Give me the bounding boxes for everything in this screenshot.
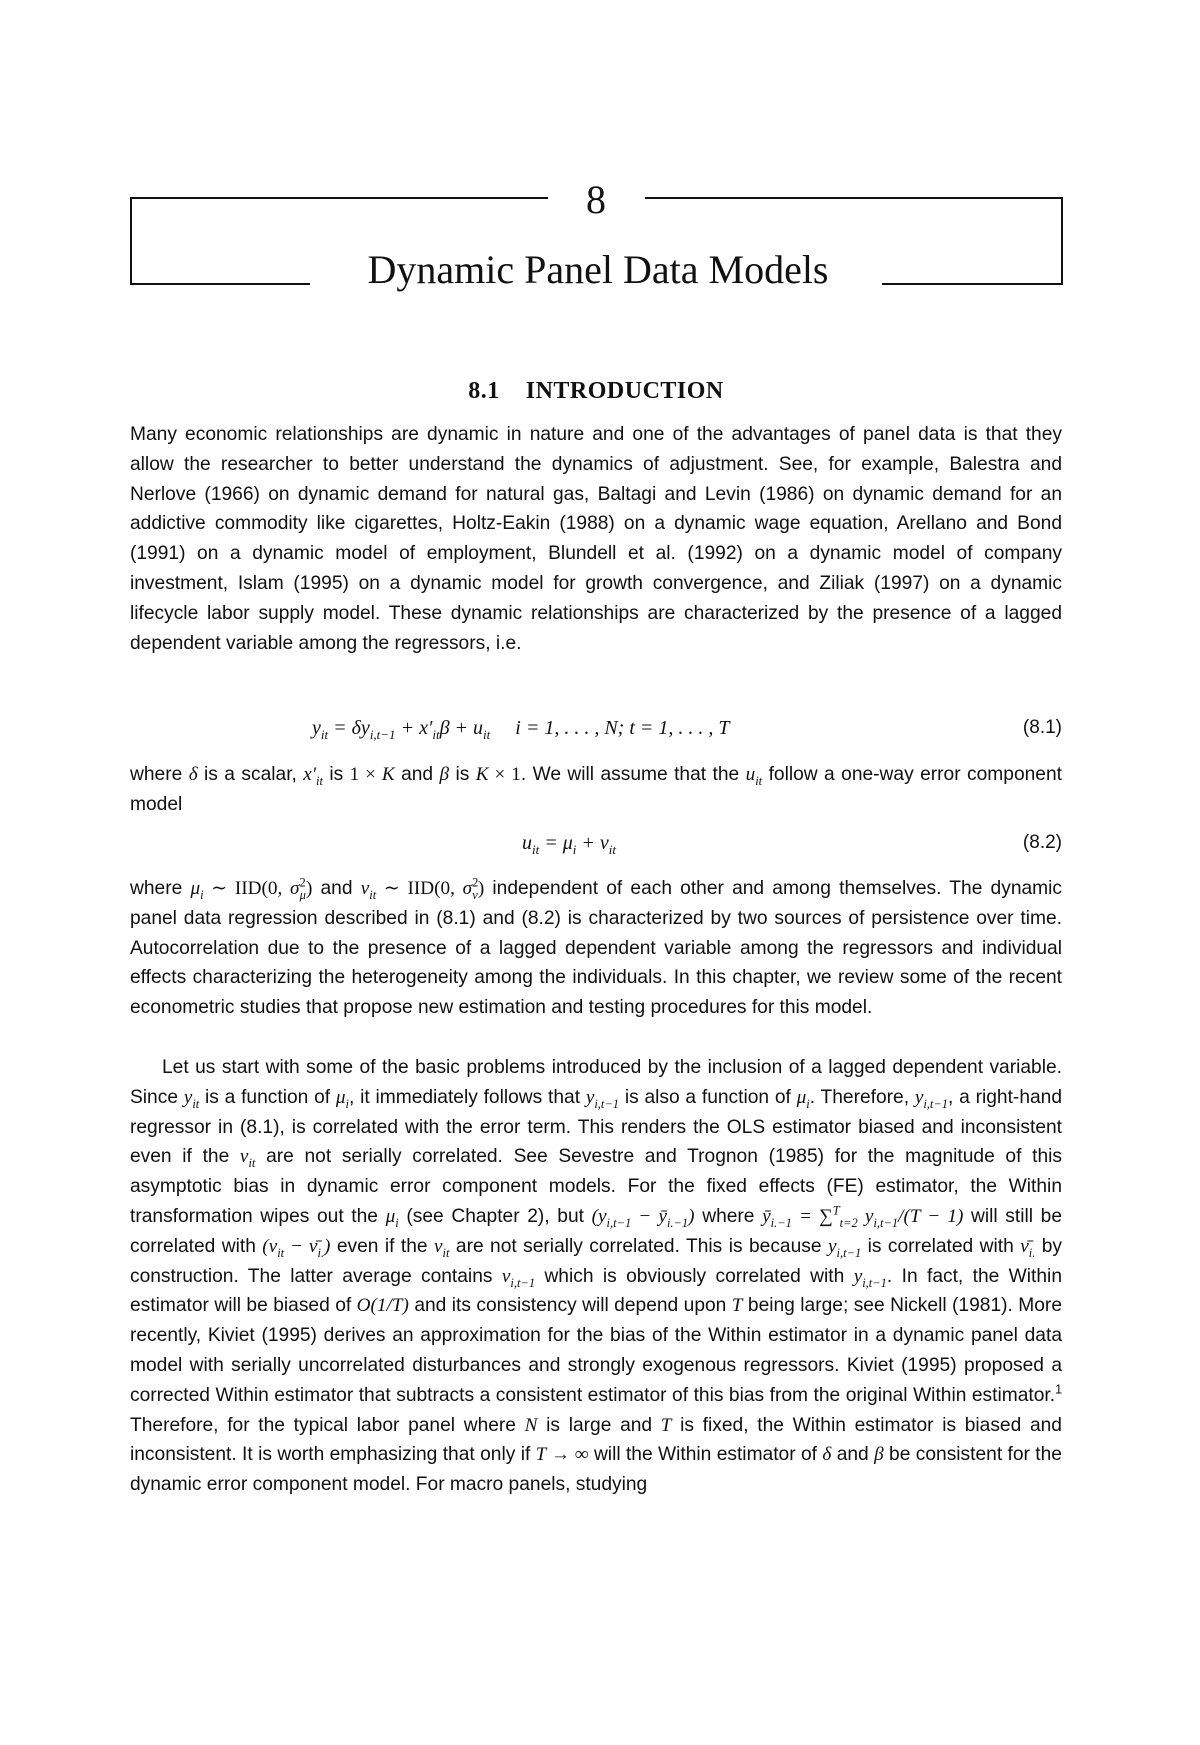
section-title: INTRODUCTION bbox=[525, 378, 724, 404]
p4-text: , a right-hand regressor in (8.1), is correlated with the error term. This renders the OLS estimator biased and inconsistent even if the bbox=[130, 1086, 1063, 1168]
p2-text: is a scalar, bbox=[197, 764, 304, 785]
frame-top-right-rule bbox=[645, 197, 1063, 199]
p4-text: . In fact, the Within estimator will be biased of bbox=[130, 1265, 1062, 1317]
equation-8-2 bbox=[130, 832, 1062, 862]
footnote-marker: 1 bbox=[1055, 1382, 1062, 1397]
paragraph-4: Let us start with some of the basic problems introduced by the inclusion of a lagged dependent variable. Since $y_{it}$ is a function of $\mu_i$, it immediately follows that $y_{i,t-1}$ is also a function of $\mu_i$. Therefore, $y_{i,t-1}$, a right-hand regressor in (8.1), is correlated with the error term. This renders the OLS estimator biased and inconsistent even if the $\nu_{it}$ are not serially correlated. See Sevestre and Trognon (1985) for the magnitude of this asymptotic bias in dynamic error component models. For the fixed effects (FE) estimator, the Within transformation wipes out the $\mu_i$ (see Chapter 2), but ($y_{i,t-1}$ − $ȳ_{i.-1}$) where $ȳ_{i.-1} = \sum^T_{t=2}$ $y_{i,t-1}/(T - 1)$ will still be correlated with ($\nu_{it}$ − $\nū_{i.}$) even if the $\nu_{it}$ are not serially correlated. This is because $y_{i,t-1}$ is correlated with $\nū_{i.}$ by construction. The latter average contains $\nu_{i,t-1}$ which is obviously correlated with $y_{i,t-1}$. In fact, the Within estimator will be biased of O(1/T) and its consistency will depend upon T being large; see Nickell (1981). More recently, Kiviet (1995) derives an approximation for the bias of the Within estimator in a dynamic panel data model with serially uncorrelated disturbances and strongly exogenous regressors. Kiviet (1995) proposed a corrected Within estimator that subtracts a consistent estimator of this bias from the original Within estimator.$^1$ Therefore, for the typical labor panel where N is large and T is fixed, the Within estimator is biased and inconsistent. It is worth emphasizing that only if T → ∞ will the Within estimator of δ and β be consistent for the dynamic error component model. For macro panels, studying bbox=[130, 1057, 1063, 1496]
paragraph-2: where δ is a scalar, $x'_{it}$ is 1 × K and β is K × 1. We will assume that the $u_{it}$ follow a one-way error component model bbox=[130, 764, 1062, 815]
p4-text: is correlated with bbox=[861, 1235, 1021, 1257]
p4-text: is a function of bbox=[199, 1086, 336, 1108]
p3-text: where bbox=[130, 878, 191, 899]
p2-text: is bbox=[322, 764, 350, 785]
p2-text: where bbox=[130, 764, 189, 785]
p4-text: and bbox=[831, 1444, 875, 1466]
p2-text: and bbox=[394, 764, 440, 785]
p4-text: is large and bbox=[537, 1414, 661, 1436]
equation-8-1-number: (8.1) bbox=[1022, 717, 1062, 738]
p4-text: are not serially correlated. This is because bbox=[449, 1235, 828, 1257]
p4-text: will the Within estimator of bbox=[588, 1444, 823, 1466]
paragraph-1-text: Many economic relationships are dynamic in nature and one of the advantages of panel data is that they allow the researcher to better understand the dynamics of adjustment. See, for example, Balestra and Nerlove (1966) on dynamic demand for natural gas, Baltagi and Levin (1986) on dynamic demand for an addictive commodity like cigarettes, Holtz-Eakin (1988) on a dynamic wage equation, Arellano and Bond (1991) on a dynamic model of employment, Blundell et al. (1992) on a dynamic model of company investment, Islam (1995) on a dynamic model for growth convergence, and Ziliak (1997) on a dynamic lifecycle labor supply model. These dynamic relationships are characterized by the presence of a lagged dependent variable among the regressors, i.e. bbox=[130, 424, 1062, 654]
p4-text: be consistent for the dynamic error component model. For macro panels, studying bbox=[130, 1444, 1062, 1496]
p2-text: follow a one-way error component model bbox=[130, 764, 1062, 815]
p3-text: and bbox=[312, 878, 361, 899]
p4-text: is also a function of bbox=[619, 1086, 797, 1108]
p4-text: Therefore, for the typical labor panel where bbox=[130, 1414, 525, 1436]
section-number: 8.1 bbox=[468, 378, 500, 404]
p2-text: . We will assume that the bbox=[520, 764, 746, 785]
p4-text: are not serially correlated. See Sevestre and Trognon (1985) for the magnitude of this asymptotic bias in dynamic error component models. For the fixed effects (FE) estimator, the Within transformation wipes out the bbox=[130, 1146, 1062, 1227]
frame-left-rule bbox=[130, 197, 132, 285]
p4-text: will still be correlated with bbox=[130, 1205, 1062, 1257]
section-heading bbox=[130, 378, 1062, 405]
p4-text: being large; see Nickell (1981). More recently, Kiviet (1995) derives an approximation for the bias of the Within estimator in a dynamic panel data model with serially uncorrelated disturbances and strongly exogenous regressors. Kiviet (1995) proposed a corrected Within estimator that subtracts a consistent estimator of this bias from the original Within estimator. bbox=[130, 1295, 1062, 1406]
p4-text: where bbox=[694, 1205, 763, 1227]
equation-8-1 bbox=[130, 717, 1062, 747]
chapter-number: 8 bbox=[586, 177, 606, 222]
p4-text: which is obviously correlated with bbox=[535, 1265, 854, 1287]
frame-bottom-right-rule bbox=[882, 283, 1063, 285]
p4-text: is fixed, the Within estimator is biased and inconsistent. It is worth emphasizing that only if bbox=[130, 1414, 1062, 1466]
p2-text: is bbox=[449, 764, 476, 785]
p4-text: and its consistency will depend upon bbox=[408, 1295, 732, 1317]
equation-8-1-body: $y_{it} = \delta y_{i,t-1} + x'_{it}\beta + u_{it}$ i = 1, . . . , N; t = 1, . . . , T bbox=[312, 717, 730, 742]
paragraph-3: where $\mu_i$ ∼ IID(0, $\sigma^2_\mu$) and $\nu_{it}$ ∼ IID(0, $\sigma^2_\nu$) independent of each other and among themselves. The dynamic panel data regression described in (8.1) and (8.2) is characterized by two sources of persistence over time. Autocorrelation due to the presence of a lagged dependent variable among the regressors and individual effects characterizing the heterogeneity among the individuals. In this chapter, we review some of the recent econometric studies that propose new estimation and testing procedures for this model. bbox=[130, 875, 1062, 1019]
frame-right-rule bbox=[1061, 197, 1063, 285]
p3-text: independent of each other and among themselves. The dynamic panel data regression described in (8.1) and (8.2) is characterized by two sources of persistence over time. Autocorrelation due to the presence of a lagged dependent variable among the regressors and individual effects characterizing the heterogeneity among the individuals. In this chapter, we review some of the recent econometric studies that propose new estimation and testing procedures for this model. bbox=[130, 878, 1062, 1019]
p4-text: , it immediately follows that bbox=[348, 1086, 586, 1108]
p4-text: . Therefore, bbox=[809, 1086, 915, 1108]
equation-8-2-body: $u_{it} = \mu_i + \nu_{it}$ bbox=[522, 832, 617, 857]
p4-text: Let us start with some of the basic problems introduced by the inclusion of a lagged dependent variable. Since bbox=[130, 1057, 1062, 1108]
paragraph-1 bbox=[130, 420, 1062, 658]
p4-text: by construction. The latter average contains bbox=[130, 1235, 1063, 1287]
equation-8-2-number: (8.2) bbox=[1022, 832, 1062, 853]
p4-text: even if the bbox=[330, 1235, 434, 1257]
frame-top-left-rule bbox=[130, 197, 548, 199]
p4-text: (see Chapter 2), but bbox=[398, 1205, 592, 1227]
frame-bottom-left-rule bbox=[130, 283, 310, 285]
chapter-title: Dynamic Panel Data Models bbox=[367, 247, 829, 292]
